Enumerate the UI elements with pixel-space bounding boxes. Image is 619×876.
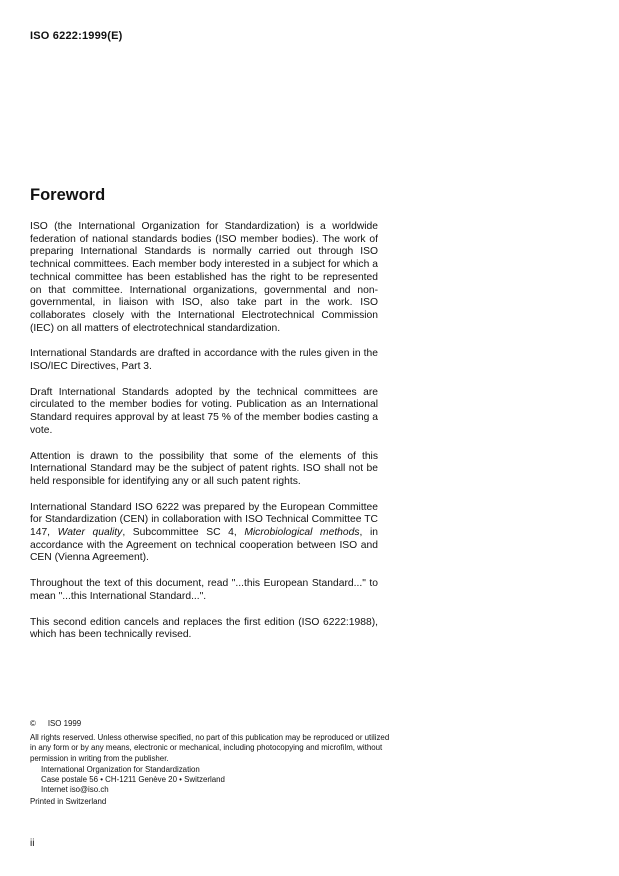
paragraph-preparation [30,502,378,566]
paragraph-voting: Draft International Standards adopted by the technical committees are circulated to the member bodies for voting. Publication as an International Standard requires approval by at least 75 % of the member bodies casting a vote. [30,386,378,436]
postal-address: Case postale 56 • CH-1211 Genève 20 • Switzerland [41,775,225,785]
foreword-body [30,221,378,642]
water-quality-term: Water quality [57,527,123,539]
preparation-text-3: , in accordance with the Agreement on technical cooperation between ISO and CEN (Vienna Agreement). [30,527,378,564]
rights-notice: All rights reserved. Unless otherwise specified, no part of this publication may be reproduced or utilized in any form or by any means, electronic or mechanical, including photocopying and microfilm, without permission in writing from the publisher. [30,733,390,763]
copyright-text: ISO 1999 [47,719,82,728]
copyright-block [30,719,390,808]
paragraph-patent-rights: Attention is drawn to the possibility that some of the elements of this International Standard may be the subject of patent rights. ISO shall not be held responsible for identifying any or all such patent rights. [30,450,378,487]
document-id: ISO 6222:1999(E) [30,30,123,42]
paragraph-edition: This second edition cancels and replaces the first edition (ISO 6222:1988), which has been technically revised. [30,616,378,641]
copyright-line [30,719,390,729]
copyright-icon: © [30,719,36,728]
paragraph-drafting-rules: International Standards are drafted in accordance with the rules given in the ISO/IEC Directives, Part 3. [30,348,378,373]
internet-address: Internet iso@iso.ch [41,785,109,795]
paragraph-reading-note: Throughout the text of this document, read "...this European Standard..." to mean "...this International Standard...". [30,578,378,602]
microbiological-methods-term: Microbiological methods [244,527,360,539]
preparation-text-1: International Standard ISO 6222 was prepared by the European Committee for Standardization (CEN) in collaboration with ISO Technical Committee TC 147, [30,501,378,539]
page-number: ii [30,838,35,849]
paragraph-iso-intro: ISO (the International Organization for Standardization) is a worldwide federation of national standards bodies (ISO member bodies). The work of preparing International Standards is normally carried out through ISO technical committees. Each member body interested in a subject for which a technical committee has been established has the right to be represented on that committee. International organizations, governmental and non-governmental, in liaison with ISO, also take part in the work. ISO collaborates closely with the International Electrotechnical Commission (IEC) on all matters of electrotechnical standardization. [30,221,378,334]
printed-in: Printed in Switzerland [30,797,107,807]
page-title: Foreword [30,186,106,204]
org-name: International Organization for Standardization [41,764,200,774]
preparation-text-2: , Subcommittee SC 4, [122,527,245,539]
